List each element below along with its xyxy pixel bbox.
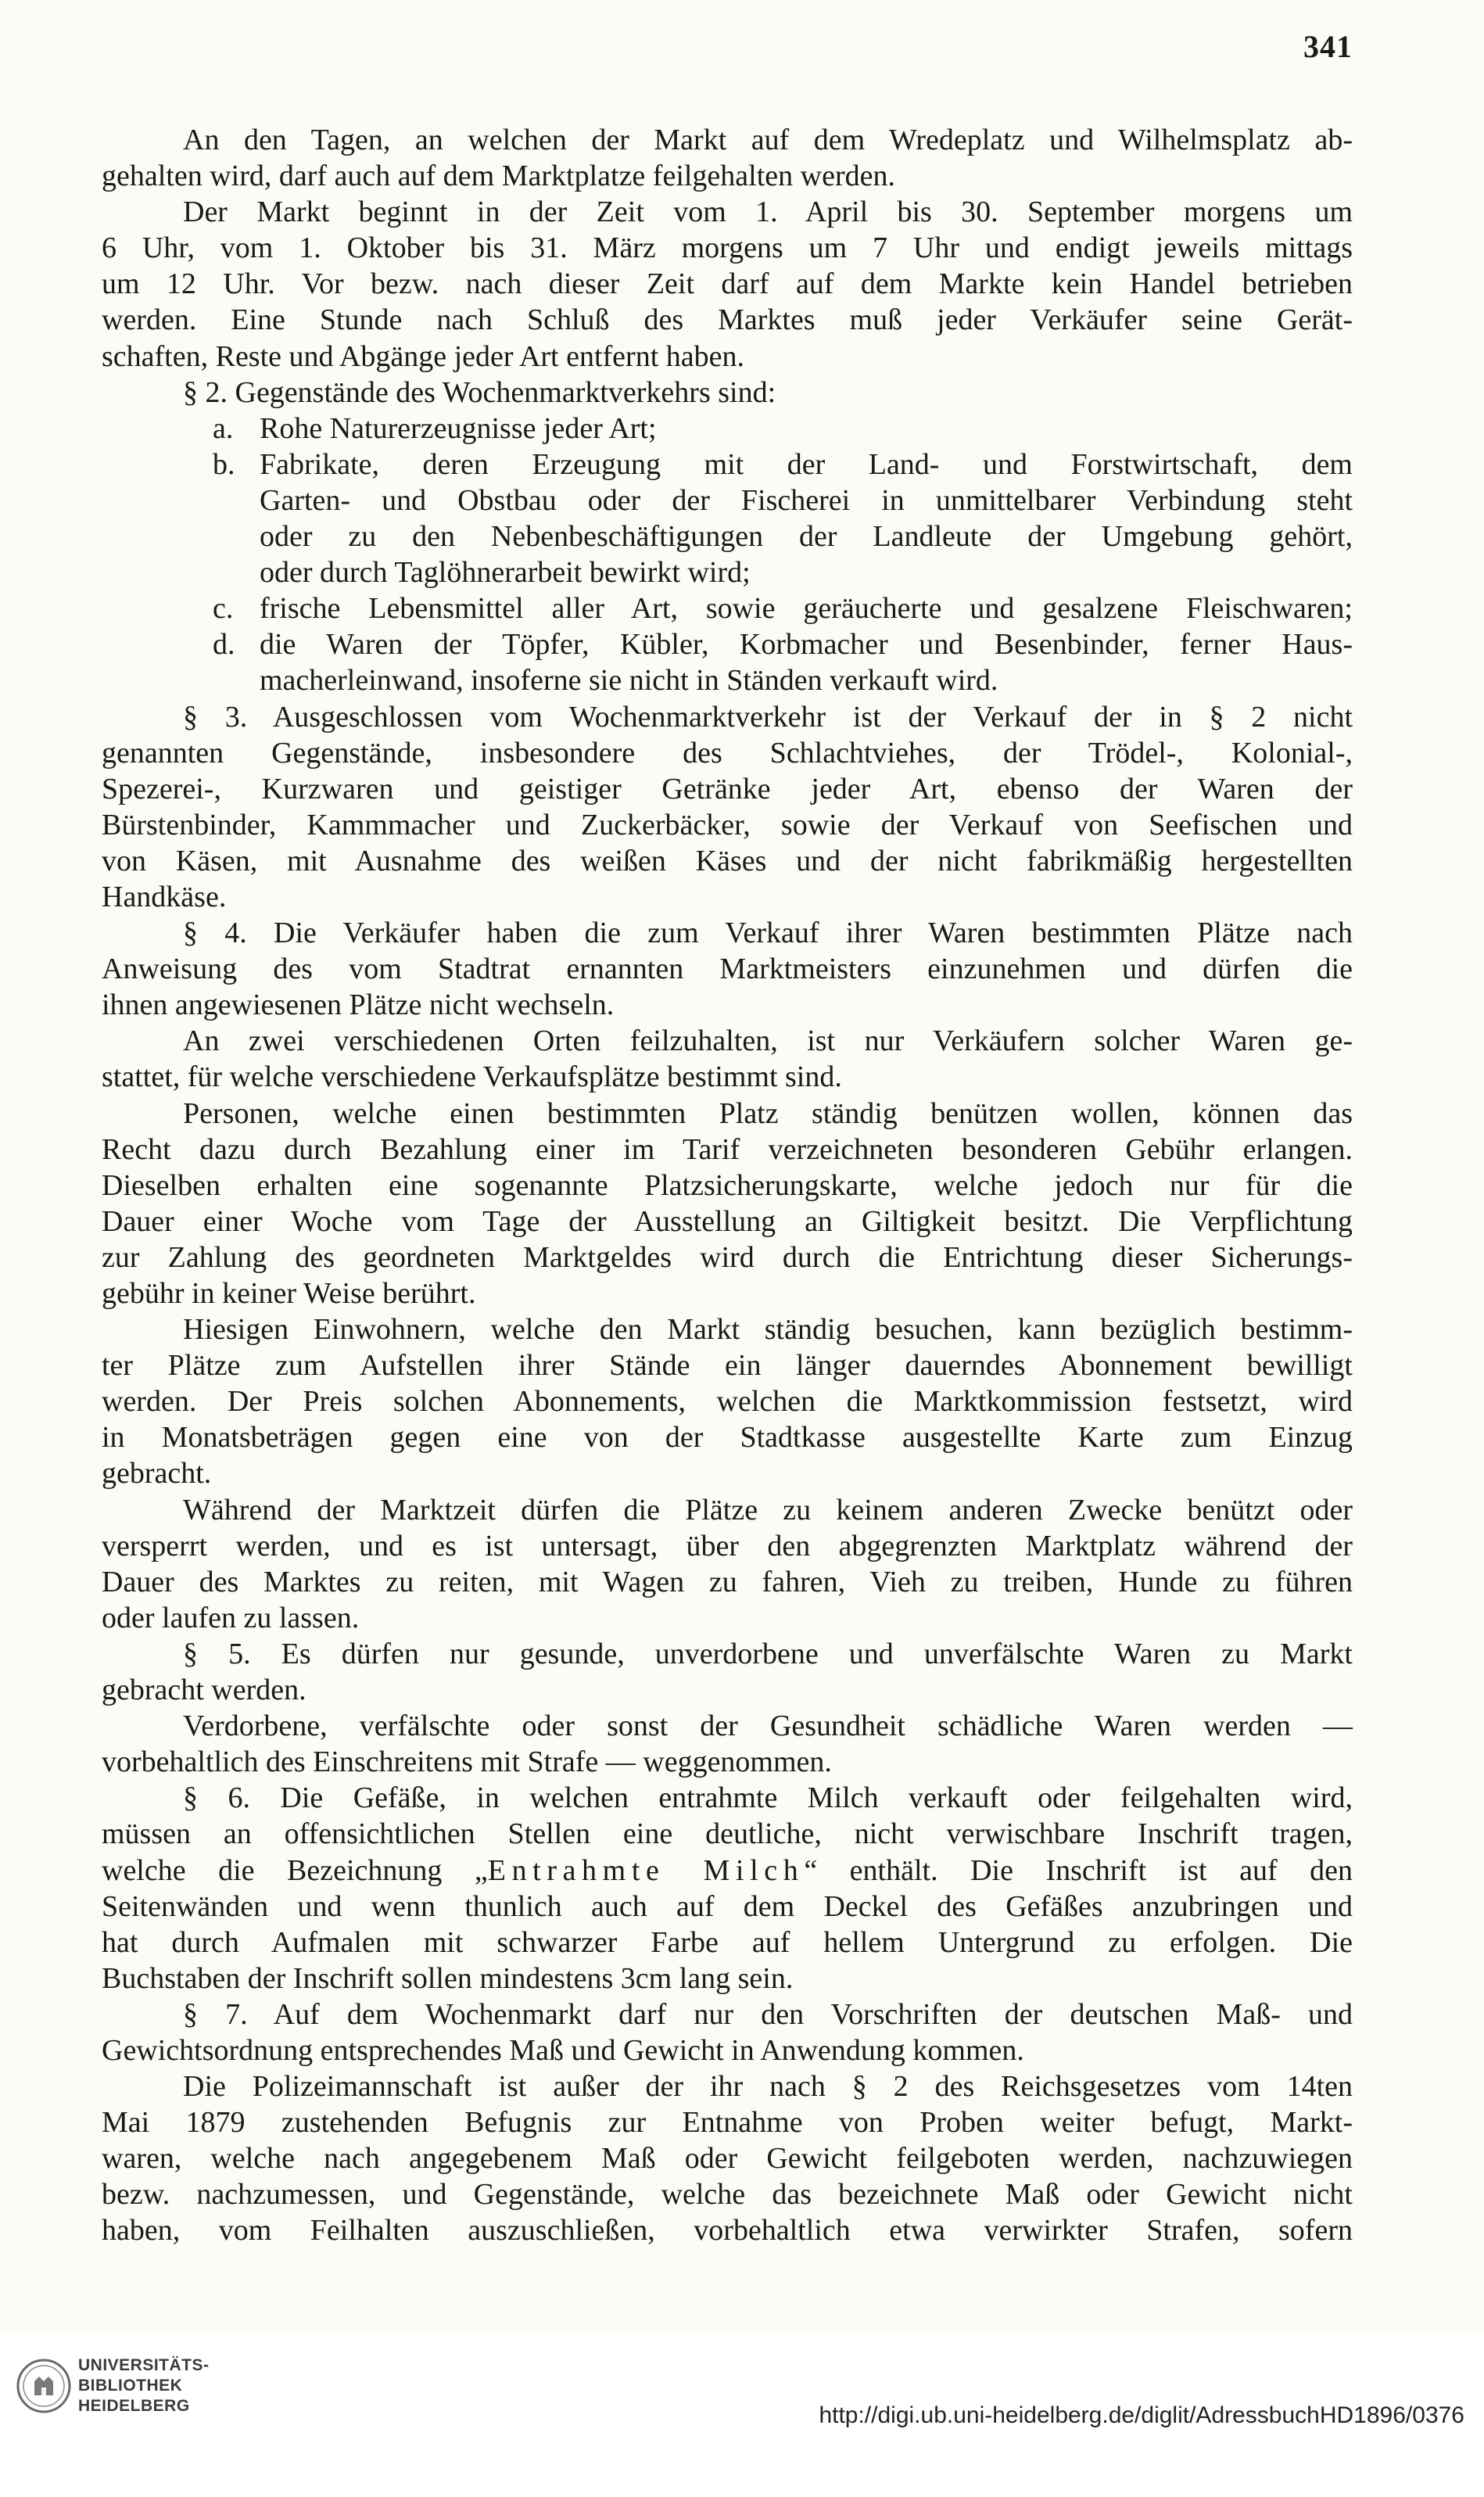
list-item-continuation: Garten- und Obstbau oder der Fischerei in unmittelbarer Verbindung steht	[260, 483, 1353, 517]
list-item-b	[102, 447, 1353, 483]
text-line: bezw. nachzumessen, und Gegenstände, welche das bezeichnete Maß oder Gewicht nicht	[102, 2178, 1353, 2212]
text-line: Personen, welche einen bestimmten Platz ständig benützen wollen, können das	[183, 1096, 1353, 1130]
text-line: An den Tagen, an welchen der Markt auf dem Wredeplatz und Wilhelmsplatz ab-	[183, 124, 1353, 156]
list-item-continuation: oder zu den Nebenbeschäftigungen der Landleute der Umgebung gehört,	[260, 520, 1353, 554]
page-body-text	[102, 122, 1353, 2249]
list-item-continuation: macherleinwand, insoferne sie nicht in Ständen verkauft wird.	[260, 664, 998, 698]
list-item-text: die Waren der Töpfer, Kübler, Korbmacher und Besenbinder, ferner Haus-	[260, 628, 1353, 662]
text-line: Spezerei-, Kurzwaren und geistiger Getränke jeder Art, ebenso der Waren der	[102, 772, 1353, 805]
logo-line: UNIVERSITÄTS-	[78, 2356, 210, 2374]
text-line: Seitenwänden und wenn thunlich auch auf dem Deckel des Gefäßes anzubringen und	[102, 1889, 1353, 1923]
text-fragment: welche die Bezeichnung „	[102, 1853, 488, 1887]
list-item-text: frische Lebensmittel aller Art, sowie geräucherte und gesalzene Fleischwaren;	[260, 592, 1353, 626]
list-item-c	[102, 590, 1353, 626]
list-item-text: Fabrikate, deren Erzeugung mit der Land- und Forstwirtschaft, dem	[260, 447, 1353, 481]
spaced-label-term: Entrahmte Milch	[487, 1853, 805, 1887]
logo-line: BIBLIOTHEK	[78, 2377, 183, 2395]
text-line: um 12 Uhr. Vor bezw. nach dieser Zeit darf auf dem Markte kein Handel betrieben	[102, 267, 1353, 301]
section-heading-line: § 4. Die Verkäufer haben die zum Verkauf ihrer Waren bestimmten Plätze nach	[183, 917, 1353, 950]
text-line: Handkäse.	[102, 880, 227, 913]
text-line: genannten Gegenstände, insbesondere des Schlachtviehes, der Trödel-, Kolonial-,	[102, 736, 1353, 770]
text-line: ter Plätze zum Aufstellen ihrer Stände ein länger dauerndes Abonnement bewilligt	[102, 1349, 1353, 1383]
text-line: versperrt werden, und es ist untersagt, über den abgegrenzten Marktplatz während der	[102, 1529, 1353, 1562]
text-line: ihnen angewiesenen Plätze nicht wechseln.	[102, 988, 615, 1022]
text-line: Hiesigen Einwohnern, welche den Markt ständig besuchen, kann bezüglich bestimm-	[183, 1313, 1353, 1347]
text-line: Recht dazu durch Bezahlung einer im Tarif verzeichneten besonderen Gebühr erlangen.	[102, 1132, 1353, 1166]
text-fragment: “ enthält. Die Inschrift ist auf den	[804, 1853, 1353, 1887]
section-heading-line: § 3. Ausgeschlossen vom Wochenmarktverkehr ist der Verkauf der in § 2 nicht	[183, 700, 1353, 734]
text-line: Während der Marktzeit dürfen die Plätze zu keinem anderen Zwecke benützt oder	[183, 1493, 1353, 1527]
library-logo	[16, 2355, 210, 2416]
text-line: müssen an offensichtlichen Stellen eine deutliche, nicht verwischbare Inschrift tragen,	[102, 1817, 1353, 1851]
library-logo-text	[78, 2355, 210, 2416]
text-line: vorbehaltlich des Einschreitens mit Strafe — weggenommen.	[102, 1745, 832, 1779]
text-line: von Käsen, mit Ausnahme des weißen Käses und der nicht fabrikmäßig hergestellten	[102, 844, 1353, 877]
list-item-a	[102, 411, 1353, 447]
section-heading-line: § 7. Auf dem Wochenmarkt darf nur den Vorschriften der deutschen Maß- und	[183, 1997, 1353, 2031]
source-url: http://digi.ub.uni-heidelberg.de/diglit/AdressbuchHD1896/0376	[819, 2402, 1464, 2428]
text-line: stattet, für welche verschiedene Verkaufsplätze bestimmt sind.	[102, 1060, 842, 1094]
text-line: Die Polizeimannschaft ist außer der ihr nach § 2 des Reichsgesetzes vom 14ten	[183, 2070, 1353, 2104]
text-line: werden. Der Preis solchen Abonnements, welchen die Marktkommission festsetzt, wird	[102, 1385, 1353, 1419]
section-heading-line: § 5. Es dürfen nur gesunde, unverdorbene und unverfälschte Waren zu Markt	[183, 1637, 1353, 1670]
text-line: zur Zahlung des geordneten Marktgeldes wird durch die Entrichtung dieser Sicherungs-	[102, 1240, 1353, 1274]
list-item-label: a.	[213, 411, 234, 445]
text-line: 6 Uhr, vom 1. Oktober bis 31. März morgens um 7 Uhr und endigt jeweils mittags	[102, 231, 1353, 265]
text-line: Anweisung des vom Stadtrat ernannten Marktmeisters einzunehmen und dürfen die	[102, 953, 1353, 986]
list-item-label: d.	[213, 628, 235, 662]
text-line: Buchstaben der Inschrift sollen mindestens 3cm lang sein.	[102, 1961, 794, 1995]
text-line: oder laufen zu lassen.	[102, 1601, 360, 1634]
text-line: gehalten wird, darf auch auf dem Marktplatze feilgehalten werden.	[102, 160, 895, 193]
list-item-d	[102, 626, 1353, 662]
text-line: Gewichtsordnung entsprechendes Maß und Gewicht in Anwendung kommen.	[102, 2033, 1024, 2067]
text-line: Verdorbene, verfälschte oder sonst der Gesundheit schädliche Waren werden —	[183, 1710, 1353, 1743]
text-line: Dauer einer Woche vom Tage der Ausstellung an Giltigkeit besitzt. Die Verpflichtung	[102, 1204, 1353, 1238]
list-item-text: Rohe Naturerzeugnisse jeder Art;	[260, 411, 657, 445]
text-line: werden. Eine Stunde nach Schluß des Marktes muß jeder Verkäufer seine Gerät-	[102, 303, 1353, 337]
section-heading-line: § 2. Gegenstände des Wochenmarktverkehrs sind:	[183, 375, 776, 409]
text-line: An zwei verschiedenen Orten feilzuhalten, ist nur Verkäufern solcher Waren ge-	[183, 1024, 1353, 1058]
page-number: 341	[1303, 29, 1353, 64]
text-line: Dauer des Marktes zu reiten, mit Wagen zu fahren, Vieh zu treiben, Hunde zu führen	[102, 1565, 1353, 1598]
list-item-label: c.	[213, 592, 234, 626]
text-line: waren, welche nach angegebenem Maß oder Gewicht feilgeboten werden, nachzuwiegen	[102, 2142, 1353, 2176]
list-item-label: b.	[213, 447, 235, 481]
text-line: gebühr in keiner Weise berührt.	[102, 1277, 476, 1310]
text-line: Der Markt beginnt in der Zeit vom 1. April bis 30. September morgens um	[183, 196, 1353, 229]
section-heading-line: § 6. Die Gefäße, in welchen entrahmte Milch verkauft oder feilgehalten wird,	[183, 1781, 1353, 1815]
text-line: in Monatsbeträgen gegen eine von der Stadtkasse ausgestellte Karte zum Einzug	[102, 1421, 1353, 1455]
list-item-continuation: oder durch Taglöhnerarbeit bewirkt wird;	[260, 556, 751, 590]
library-seal-icon	[16, 2358, 72, 2414]
text-line: Mai 1879 zustehenden Befugnis zur Entnahme von Proben weiter befugt, Markt-	[102, 2106, 1353, 2140]
text-line: schaften, Reste und Abgänge jeder Art entfernt haben.	[102, 339, 744, 373]
logo-line: HEIDELBERG	[78, 2397, 190, 2415]
text-line: haben, vom Feilhalten auszuschließen, vorbehaltlich etwa verwirkter Strafen, sofern	[102, 2214, 1353, 2248]
text-line: Dieselben erhalten eine sogenannte Platzsicherungskarte, welche jedoch nur für die	[102, 1168, 1353, 1202]
text-line: Bürstenbinder, Kammmacher und Zuckerbäcker, sowie der Verkauf von Seefischen und	[102, 808, 1353, 841]
text-line: hat durch Aufmalen mit schwarzer Farbe auf hellem Untergrund zu erfolgen. Die	[102, 1925, 1353, 1959]
text-line: gebracht.	[102, 1457, 212, 1491]
text-line	[102, 1853, 1353, 1889]
text-line: gebracht werden.	[102, 1674, 306, 1707]
